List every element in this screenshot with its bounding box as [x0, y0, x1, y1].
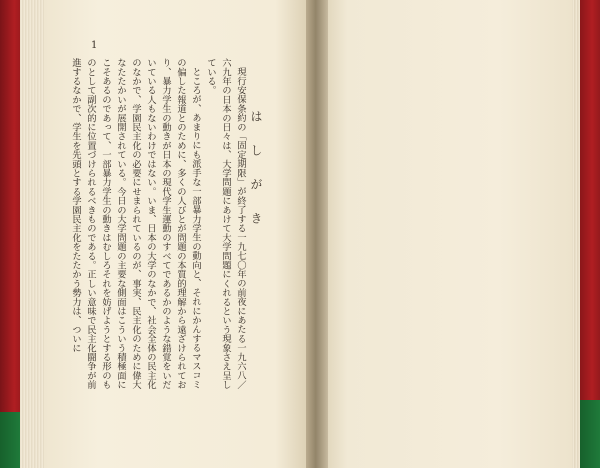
- body-text: [38, 58, 248, 398]
- page-number: 1: [91, 40, 98, 51]
- book-cover-right-edge: [580, 0, 600, 400]
- book-gutter: [306, 0, 328, 468]
- book-cover-right-green: [580, 400, 600, 468]
- book-cover-left-green: [0, 412, 20, 468]
- chapter-title: はしがき: [249, 110, 263, 246]
- paragraph-1: 現行安保条約の「固定期限」が終了する一九七〇年の前夜にあたる一九六八／六九年の日本の日々は、大学問題にあけて大学問題にくれるという現象さえ呈している。: [205, 58, 246, 390]
- paragraph-2: ところが、あまりにも派手な一部暴力学生の動向と、それにかんするマスコミの偏した報道とのために、多くの人びとが問題の本質的理解から遠ざけられており、暴力学生の動きが日本の現代学生運動のすべてであるかのような錯覚をいだいている人もないわけではない。いま、日本の大学のなかで、社会全体の民主化のなかで、学園民主化の必要にせまられているのが、事実、民主化のために偉大なたたかいが展開されている。今日の大学問題の主要な側面はこういう積極面にこそあるのであって、一部暴力学生の動きはむしろそれを妨げようとする形のものとして副次的に位置づけられるべきものである。正しい意味で民主化闘争が前進するなかで、学生を先頭とする学園民主化をたたかう勢力は、ついに: [70, 58, 201, 390]
- right-page: [316, 0, 578, 468]
